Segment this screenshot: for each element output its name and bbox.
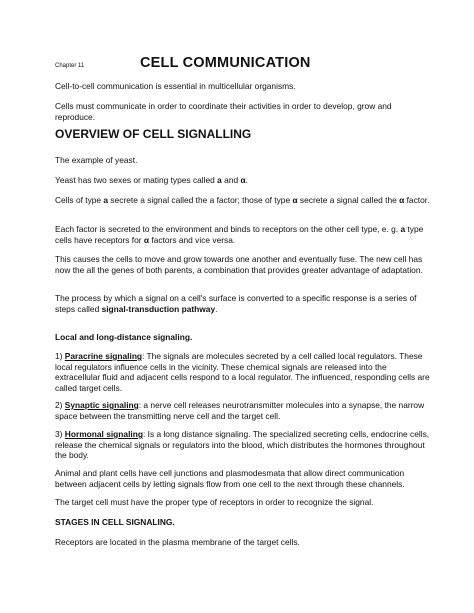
intro-paragraph-2: Cells must communicate in order to coordinate their activities in order to develop, grow and reproduce. bbox=[55, 101, 392, 122]
receptors-paragraph: Receptors are located in the plasma membrane of the target cells. bbox=[55, 537, 300, 547]
chapter-label: Chapter 11 bbox=[55, 63, 85, 69]
fusion-paragraph: This causes the cells to move and grow towards one another and eventually fuse. The new cell has now the all the genes of both parents, a combination that provides greater advantage of adaptation. bbox=[55, 254, 423, 275]
local-signaling-heading: Local and long-distance signaling. bbox=[55, 332, 193, 342]
overview-heading: OVERVIEW OF CELL SIGNALLING bbox=[55, 127, 252, 141]
target-cell-paragraph: The target cell must have the proper type of receptors in order to recognize the signal. bbox=[55, 497, 374, 507]
cell-types-paragraph: Cells of type a secrete a signal called the a factor; those of type α secrete a signal called the α factor. bbox=[55, 195, 430, 205]
paracrine-item: 1) Paracrine signaling: The signals are molecules secreted by a cell called local regulators. These local regulators influence cells in the vicinity. These chemical signals are released into the extracellular fluid and adjacent cells respond to a local regulator. The influenced, responding cells are called target cells. bbox=[55, 351, 430, 393]
yeast-sexes-paragraph: Yeast has two sexes or mating types called a and α. bbox=[55, 175, 248, 185]
intro-paragraph-1: Cell-to-cell communication is essential in multicellular organisms. bbox=[55, 81, 296, 91]
yeast-example-paragraph: The example of yeast. bbox=[55, 155, 138, 165]
factor-paragraph: Each factor is secreted to the environment and binds to receptors on the other cell type, e. g. a type cells have receptors for α factors and vice versa. bbox=[55, 224, 424, 245]
hormonal-item: 3) Hormonal signaling: Is a long distance signaling. The specialized secreting cells, endocrine cells, release the chemical signals or regulators into the blood, which distributes the hormones throughout the body. bbox=[55, 429, 430, 461]
page-title: CELL COMMUNICATION bbox=[140, 55, 311, 71]
synaptic-item: 2) Synaptic signaling: a nerve cell releases neurotransmitter molecules into a synapse, the narrow space between the transmitting nerve cell and the target cell. bbox=[55, 400, 425, 421]
cell-junctions-paragraph: Animal and plant cells have cell junctions and plasmodesmata that allow direct communication between adjacent cells by letting signals flow from one cell to the next through these channels. bbox=[55, 468, 405, 489]
stages-heading: STAGES IN CELL SIGNALING. bbox=[55, 517, 175, 527]
transduction-paragraph: The process by which a signal on a cell's surface is converted to a specific response is a series of steps called signal-transduction pathway. bbox=[55, 293, 417, 314]
